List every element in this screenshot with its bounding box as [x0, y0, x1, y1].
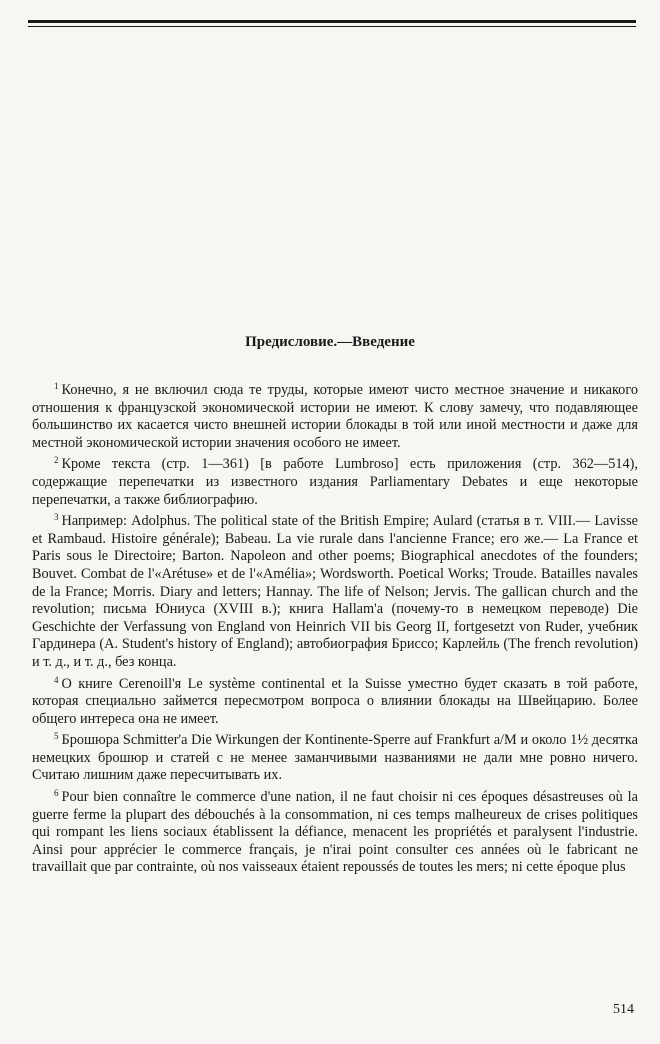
footnote-text: Конечно, я не включил сюда те труды, которые имеют чисто местное значение и никакого отношения к французской экономической истории не имеют. К слову замечу, что подавляющее большинство их касается чисто внешней истории блокады в той или иной местности и даже для местной экономической истории значения особого не имеет. — [32, 382, 638, 451]
footnote-number: 5 — [54, 731, 59, 742]
footnote-5 — [32, 728, 638, 785]
footnote-3 — [32, 509, 638, 671]
page-number: 514 — [613, 1002, 634, 1017]
footnote-4 — [32, 672, 638, 729]
footnotes — [32, 378, 638, 877]
footnote-number: 2 — [54, 455, 59, 466]
footnote-text: Например: Adolphus. The political state of the British Empire; Aulard (статья в т. VIII.— Lavisse et Rambaud. Histoire générale); Babeau. La vie rurale dans l'ancienne France; его же.— La France et Paris sous le Directoire; Barton. Napoleon and other poems; Biographical anecdotes of the founders; Bouvet. Combat de l'«Arétuse» et de l'«Amélia»; Wordsworth. Poetical Works; Troude. Batailles navales de la France; Morris. Diary and letters; Hannay. The life of Nelson; Jervis. The gallican church and the revolution; письма Юниуса (XVIII в.); книга Hallam'a (почему-то в немецком переводе) Die Geschichte der Verfassung von England von Heinrich VII bis Georg II, fortgesetzt von Ruder, учебник Гардинера (A. Student's history of England); автобиография Бриссо; Карлейль (The french revolution) и т. д., и т. д., без конца. — [32, 513, 638, 670]
footnote-number: 4 — [54, 674, 59, 685]
header-rule — [28, 20, 636, 23]
footnote-number: 3 — [54, 512, 59, 523]
header-rule-thin — [28, 26, 636, 27]
footnote-text: Брошюра Schmitter'а Die Wirkungen der Kontinente-Sperre auf Frankfurt a/M и около 1½ десятка немецких брошюр и статей с не менее заманчивыми названиями не дали мне ровно ничего. Считаю лишним даже пересчитывать их. — [32, 732, 638, 784]
footnote-6 — [32, 785, 638, 877]
footnote-text: О книге Cerenoill'я Le système continental et la Suisse уместно будет сказать в той работе, которая специально займется пересмотром вопроса о влиянии блокады на Швейцарию. Более общего интереса она не имеет. — [32, 675, 638, 727]
footnote-1 — [32, 378, 638, 452]
footnote-text: Pour bien connaître le commerce d'une nation, il ne faut choisir ni ces époques désastreuses où la guerre ferme la plupart des débouchés à la consommation, ni ces temps malheureux de crises politiques qui rompant les liens sociaux établissent la défiance, menacent les propriétés et paralysent l'industrie. Ainsi pour apprécier le commerce français, je n'irai point consulter ces années où le fabricant ne travaillait que par contrainte, où nos vaisseaux étaient repoussés de toutes les mers; ni cette époque plus — [32, 789, 638, 876]
footnote-number: 6 — [54, 788, 59, 799]
footnote-2 — [32, 452, 638, 509]
section-heading: Предисловие.—Введение — [245, 334, 415, 350]
footnote-text: Кроме текста (стр. 1—361) [в работе Lumbroso] есть приложения (стр. 362—514), содержащие перепечатки из известного издания Parliamentary Debates и еще некоторые перепечатки, а также библиографию. — [32, 456, 638, 508]
footnote-number: 1 — [54, 381, 59, 391]
